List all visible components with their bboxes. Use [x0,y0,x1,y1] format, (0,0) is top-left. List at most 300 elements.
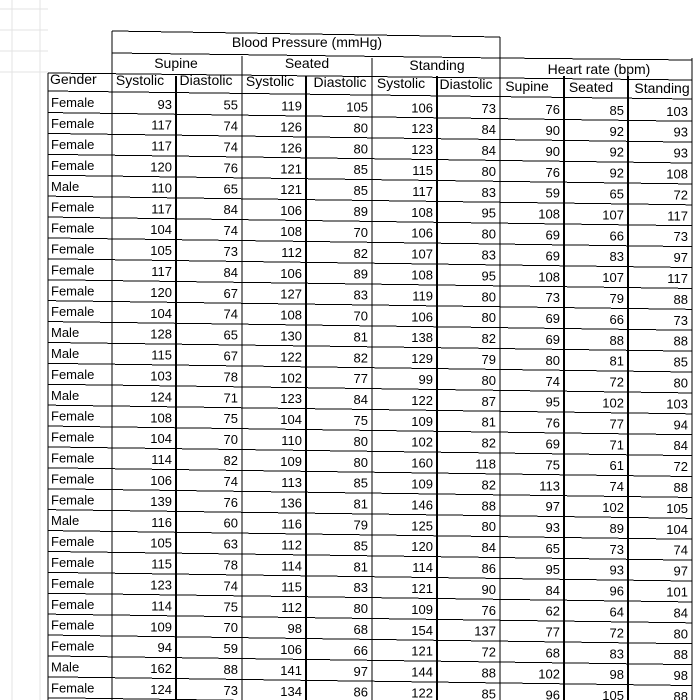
cell-supine-systolic: 110 [151,180,172,196]
row-border [48,322,692,331]
cell-standing-systolic: 108 [411,267,433,283]
header-blood-pressure: Blood Pressure (mmHg) [231,34,383,50]
cell-hr-supine: 68 [545,645,560,661]
cell-seated-diastolic: 89 [353,203,368,219]
cell-supine-diastolic: 75 [223,411,238,427]
cell-supine-diastolic: 67 [223,285,238,301]
header-gender: Gender [50,71,97,87]
cell-hr-supine: 69 [545,227,560,243]
cell-hr-seated: 72 [609,374,624,390]
cell-hr-standing: 98 [673,668,688,684]
cell-hr-standing: 94 [673,417,688,433]
row-border [48,426,692,435]
cell-hr-seated: 96 [609,583,624,599]
table-body [48,95,692,700]
cell-supine-diastolic: 63 [223,536,238,552]
cell-standing-systolic: 121 [411,581,433,597]
cell-seated-diastolic: 70 [353,224,368,240]
cell-hr-seated: 88 [609,332,624,348]
cell-hr-standing: 72 [673,459,688,475]
cell-seated-diastolic: 84 [353,392,368,408]
cell-standing-diastolic: 80 [481,372,496,388]
header-supine-systolic: Systolic [115,72,165,88]
cell-gender: Female [51,638,95,654]
cell-hr-standing: 88 [673,333,688,349]
table-borders [48,31,692,700]
row-border [48,280,692,289]
header-hr-standing: Standing [634,80,690,96]
cell-standing-diastolic: 82 [481,477,496,493]
cell-supine-systolic: 124 [150,389,172,405]
cell-supine-diastolic: 74 [223,578,238,594]
cell-hr-seated: 72 [609,625,624,641]
cell-hr-supine: 84 [545,582,560,598]
row-border [48,133,692,142]
cell-supine-systolic: 162 [150,661,172,677]
cell-hr-standing: 88 [673,291,688,307]
cell-hr-standing: 73 [673,229,688,245]
cell-supine-systolic: 120 [150,284,172,300]
cell-hr-seated: 105 [602,688,624,700]
cell-supine-diastolic: 74 [223,118,238,134]
cell-hr-supine: 80 [545,352,560,368]
cell-hr-standing: 93 [673,124,688,140]
cell-hr-standing: 97 [673,563,688,579]
cell-hr-supine: 96 [545,687,560,700]
cell-hr-supine: 76 [545,102,560,118]
cell-hr-standing: 93 [673,145,688,161]
cell-seated-systolic: 134 [280,683,302,699]
cell-seated-diastolic: 82 [353,245,368,261]
cell-standing-diastolic: 80 [481,163,496,179]
cell-gender: Female [51,220,95,236]
row-border [48,238,692,247]
cell-gender: Male [51,387,80,403]
cell-gender: Female [51,241,95,257]
header-heart-rate: Heart rate (bpm) [547,61,651,77]
cell-hr-standing: 97 [673,250,688,266]
cell-supine-diastolic: 76 [223,494,238,510]
cell-standing-diastolic: 80 [481,519,496,535]
cell-gender: Female [51,366,95,382]
header-supine: Supine [154,55,198,71]
cell-standing-diastolic: 86 [481,560,496,576]
header-seated: Seated [284,55,330,71]
cell-hr-standing: 103 [666,396,688,412]
cell-gender: Female [51,199,95,215]
cell-gender: Male [51,325,80,341]
cell-gender: Female [51,429,95,445]
row-border [48,301,692,310]
cell-standing-systolic: 138 [411,330,433,346]
cell-standing-systolic: 144 [411,664,433,680]
cell-seated-diastolic: 85 [353,475,368,491]
cell-hr-supine: 97 [545,499,560,515]
table-row [48,680,692,700]
cell-gender: Female [51,408,95,424]
cell-hr-seated: 64 [609,604,624,620]
cell-standing-systolic: 125 [411,518,433,534]
cell-seated-diastolic: 68 [353,621,368,637]
row-border [48,677,692,686]
cell-supine-diastolic: 65 [223,327,238,343]
header-seated-diastolic: Diastolic [313,74,367,90]
cell-hr-seated: 92 [609,144,624,160]
cell-supine-systolic: 114 [151,452,172,468]
cell-seated-diastolic: 85 [353,162,368,178]
cell-hr-supine: 113 [539,478,560,494]
cell-supine-diastolic: 84 [223,202,238,218]
cell-standing-diastolic: 90 [481,581,496,597]
cell-hr-standing: 117 [667,208,688,224]
cell-gender: Female [51,596,95,612]
cell-seated-systolic: 123 [280,391,302,407]
cell-hr-seated: 81 [609,353,624,369]
cell-hr-supine: 108 [538,269,560,285]
cell-standing-systolic: 107 [411,246,433,262]
cell-supine-systolic: 109 [150,619,172,635]
cell-seated-diastolic: 89 [353,266,368,282]
cell-seated-diastolic: 70 [353,308,368,324]
cell-hr-standing: 117 [667,270,688,286]
cell-standing-diastolic: 87 [481,393,496,409]
cell-seated-diastolic: 97 [353,663,368,679]
cell-seated-diastolic: 80 [353,120,368,136]
header-seated-systolic: Systolic [245,73,295,89]
row-border [48,468,692,477]
cell-supine-systolic: 116 [151,514,172,530]
cell-hr-seated: 74 [609,479,624,495]
row-border [48,113,692,122]
cell-hr-standing: 84 [673,605,688,621]
cell-seated-systolic: 119 [281,98,302,114]
cell-hr-standing: 101 [666,584,688,600]
cell-standing-systolic: 119 [412,288,433,304]
cell-standing-systolic: 106 [411,225,433,241]
cell-gender: Female [51,95,95,111]
cell-supine-systolic: 117 [151,264,172,280]
row-border [48,489,692,498]
cell-hr-standing: 88 [673,688,688,700]
cell-seated-diastolic: 85 [353,538,368,554]
cell-standing-diastolic: 88 [481,665,496,681]
cell-hr-supine: 59 [545,185,560,201]
row-border [48,531,692,540]
table-row [48,95,692,121]
cell-seated-systolic: 108 [280,223,302,239]
cell-supine-systolic: 104 [150,431,172,447]
cell-seated-systolic: 127 [280,286,302,302]
cell-standing-systolic: 120 [411,539,433,555]
cell-supine-systolic: 120 [150,159,172,175]
row-border [48,384,692,393]
cell-hr-seated: 107 [602,207,624,223]
cell-seated-diastolic: 75 [353,412,368,428]
cell-standing-diastolic: 80 [481,310,496,326]
cell-seated-systolic: 109 [280,453,302,469]
cell-standing-diastolic: 80 [481,226,496,242]
cell-supine-systolic: 139 [150,493,172,509]
cell-standing-systolic: 114 [412,560,433,576]
cell-hr-seated: 92 [609,165,624,181]
cell-hr-seated: 93 [609,562,624,578]
cell-seated-systolic: 141 [280,662,302,678]
cell-seated-diastolic: 83 [353,580,368,596]
cell-hr-supine: 102 [538,666,560,682]
cell-supine-diastolic: 75 [223,599,238,615]
cell-hr-standing: 80 [673,375,688,391]
cell-seated-diastolic: 66 [353,642,368,658]
cell-supine-diastolic: 59 [223,641,238,657]
cell-seated-systolic: 112 [281,600,302,616]
cell-hr-supine: 69 [545,436,560,452]
cell-standing-diastolic: 118 [475,456,496,472]
row-border [48,551,692,560]
row-border [48,447,692,456]
cell-supine-diastolic: 76 [223,160,238,176]
cell-hr-seated: 107 [602,270,624,286]
cell-gender: Female [51,680,95,696]
cell-hr-seated: 66 [609,228,624,244]
cell-seated-diastolic: 105 [346,99,368,115]
header-border [500,58,692,60]
cell-seated-diastolic: 80 [353,433,368,449]
cell-standing-systolic: 102 [411,434,433,450]
cell-standing-diastolic: 137 [474,623,496,639]
cell-standing-diastolic: 72 [481,644,496,660]
cell-seated-systolic: 106 [280,203,302,219]
cell-hr-seated: 77 [609,416,624,432]
header-hr-seated: Seated [568,79,614,95]
cell-hr-standing: 85 [673,354,688,370]
cell-seated-diastolic: 80 [353,454,368,470]
row-border [48,217,692,226]
row-border [48,363,692,372]
cell-hr-supine: 62 [545,603,560,619]
cell-hr-seated: 85 [609,102,624,118]
cell-standing-systolic: 146 [411,497,433,513]
cell-standing-diastolic: 84 [481,142,496,158]
cell-standing-systolic: 154 [411,622,433,638]
cell-standing-diastolic: 88 [481,498,496,514]
cell-seated-systolic: 122 [280,349,302,365]
cell-hr-seated: 66 [609,311,624,327]
cell-supine-systolic: 103 [150,368,172,384]
cell-supine-diastolic: 84 [223,264,238,280]
cell-seated-systolic: 126 [280,140,302,156]
cell-seated-systolic: 136 [280,495,302,511]
cell-standing-diastolic: 83 [481,184,496,200]
cell-supine-diastolic: 88 [223,662,238,678]
cell-hr-seated: 83 [609,249,624,265]
cell-seated-systolic: 102 [280,370,302,386]
cell-seated-diastolic: 80 [353,601,368,617]
cell-hr-standing: 80 [673,626,688,642]
cell-standing-systolic: 106 [411,100,433,116]
cell-supine-systolic: 104 [150,222,172,238]
cell-supine-systolic: 115 [151,556,172,572]
cell-standing-systolic: 117 [412,183,433,199]
cell-hr-supine: 95 [545,561,560,577]
cell-supine-diastolic: 74 [223,473,238,489]
cell-supine-systolic: 108 [150,410,172,426]
cell-hr-supine: 69 [545,331,560,347]
cell-supine-systolic: 94 [157,640,172,656]
cell-hr-standing: 105 [666,500,688,516]
cell-hr-supine: 74 [545,373,560,389]
cell-supine-systolic: 117 [151,138,172,154]
header-standing: Standing [409,57,465,73]
cell-hr-seated: 92 [609,123,624,139]
cell-seated-systolic: 104 [280,412,302,428]
cell-standing-systolic: 115 [412,163,433,179]
cell-seated-systolic: 121 [280,182,302,198]
cell-gender: Female [51,304,95,320]
row-border [48,572,692,581]
cell-hr-seated: 102 [602,395,624,411]
cell-hr-standing: 104 [666,521,688,537]
cell-seated-diastolic: 82 [353,350,368,366]
cell-hr-seated: 61 [609,458,624,474]
row-border [48,656,692,665]
cell-standing-diastolic: 82 [481,331,496,347]
cell-supine-systolic: 128 [150,326,172,342]
cell-supine-systolic: 105 [150,243,172,259]
cell-hr-seated: 98 [609,667,624,683]
cell-gender: Male [51,345,80,361]
cell-hr-supine: 69 [545,311,560,327]
cell-hr-supine: 69 [545,248,560,264]
cell-seated-diastolic: 85 [353,183,368,199]
cell-hr-standing: 108 [666,166,688,182]
cell-hr-standing: 73 [673,312,688,328]
cell-hr-supine: 73 [545,290,560,306]
cell-supine-systolic: 117 [151,117,172,133]
spreadsheet-gridlines [0,0,48,700]
cell-standing-systolic: 109 [411,413,433,429]
cell-supine-systolic: 104 [150,305,172,321]
row-border [48,196,692,205]
cell-gender: Male [51,178,80,194]
cell-gender: Female [51,554,95,570]
cell-gender: Female [51,450,95,466]
cell-gender: Female [51,116,95,132]
cell-hr-supine: 76 [545,415,560,431]
cell-supine-diastolic: 78 [223,369,238,385]
cell-supine-diastolic: 70 [223,432,238,448]
header-supine-diastolic: Diastolic [179,72,233,88]
cell-hr-seated: 89 [609,520,624,536]
cell-hr-standing: 74 [673,542,688,558]
row-border [48,593,692,602]
cell-gender: Female [51,157,95,173]
cell-supine-diastolic: 70 [223,620,238,636]
cell-supine-systolic: 105 [150,535,172,551]
cell-gender: Female [51,262,95,278]
cell-seated-diastolic: 81 [353,329,368,345]
cell-supine-diastolic: 78 [223,557,238,573]
cell-seated-diastolic: 86 [353,684,368,700]
cell-hr-seated: 71 [609,437,624,453]
cell-seated-systolic: 114 [281,558,302,574]
cell-hr-seated: 73 [609,541,624,557]
cell-standing-diastolic: 83 [481,247,496,263]
cell-hr-supine: 95 [545,394,560,410]
row-border [48,259,692,268]
cell-standing-systolic: 122 [411,685,433,700]
cell-standing-diastolic: 95 [481,268,496,284]
cell-seated-diastolic: 77 [353,371,368,387]
cell-hr-standing: 88 [673,647,688,663]
cell-gender: Female [51,136,95,152]
cell-standing-systolic: 99 [418,372,433,388]
cell-gender: Female [51,534,95,550]
cell-hr-seated: 83 [609,646,624,662]
cell-gender: Female [51,283,95,299]
cell-standing-systolic: 123 [411,121,433,137]
cell-standing-diastolic: 84 [481,122,496,138]
cell-seated-diastolic: 81 [353,559,368,575]
cell-standing-diastolic: 79 [481,351,496,367]
cell-supine-diastolic: 60 [223,515,238,531]
row-border [48,510,692,519]
cell-standing-systolic: 122 [411,392,433,408]
cell-seated-systolic: 112 [281,244,302,260]
cell-standing-diastolic: 95 [481,205,496,221]
cell-supine-systolic: 93 [157,96,172,112]
cell-seated-diastolic: 80 [353,141,368,157]
table-header [50,34,690,96]
cell-supine-diastolic: 65 [223,181,238,197]
cell-seated-systolic: 113 [281,474,302,490]
cell-gender: Female [51,617,95,633]
row-border [48,614,692,623]
cell-hr-supine: 77 [545,624,560,640]
cell-gender: Male [51,659,80,675]
cell-supine-diastolic: 55 [223,97,238,113]
row-border [48,154,692,163]
header-standing-systolic: Systolic [376,75,426,91]
cell-seated-systolic: 108 [280,307,302,323]
row-border [48,342,692,351]
cell-supine-diastolic: 74 [223,223,238,239]
cell-gender: Female [51,492,95,508]
cell-standing-systolic: 109 [411,601,433,617]
row-border [48,635,692,644]
cell-standing-systolic: 160 [411,455,433,471]
cell-seated-diastolic: 83 [353,287,368,303]
cell-seated-systolic: 121 [280,161,302,177]
cell-standing-diastolic: 82 [481,435,496,451]
cell-seated-diastolic: 79 [353,517,368,533]
cell-seated-systolic: 98 [287,621,302,637]
cell-hr-seated: 65 [609,186,624,202]
cell-standing-diastolic: 85 [481,686,496,700]
cell-seated-systolic: 112 [281,537,302,553]
cell-hr-standing: 103 [666,103,688,119]
cell-seated-systolic: 116 [281,516,302,532]
cell-hr-seated: 102 [602,500,624,516]
cell-supine-systolic: 124 [150,682,172,698]
cell-supine-diastolic: 82 [223,453,238,469]
cell-standing-systolic: 129 [411,351,433,367]
cell-standing-systolic: 108 [411,204,433,220]
header-hr-supine: Supine [505,78,549,94]
cell-hr-standing: 88 [673,479,688,495]
cell-seated-systolic: 130 [280,328,302,344]
cell-supine-diastolic: 74 [223,139,238,155]
cell-gender: Female [51,575,95,591]
